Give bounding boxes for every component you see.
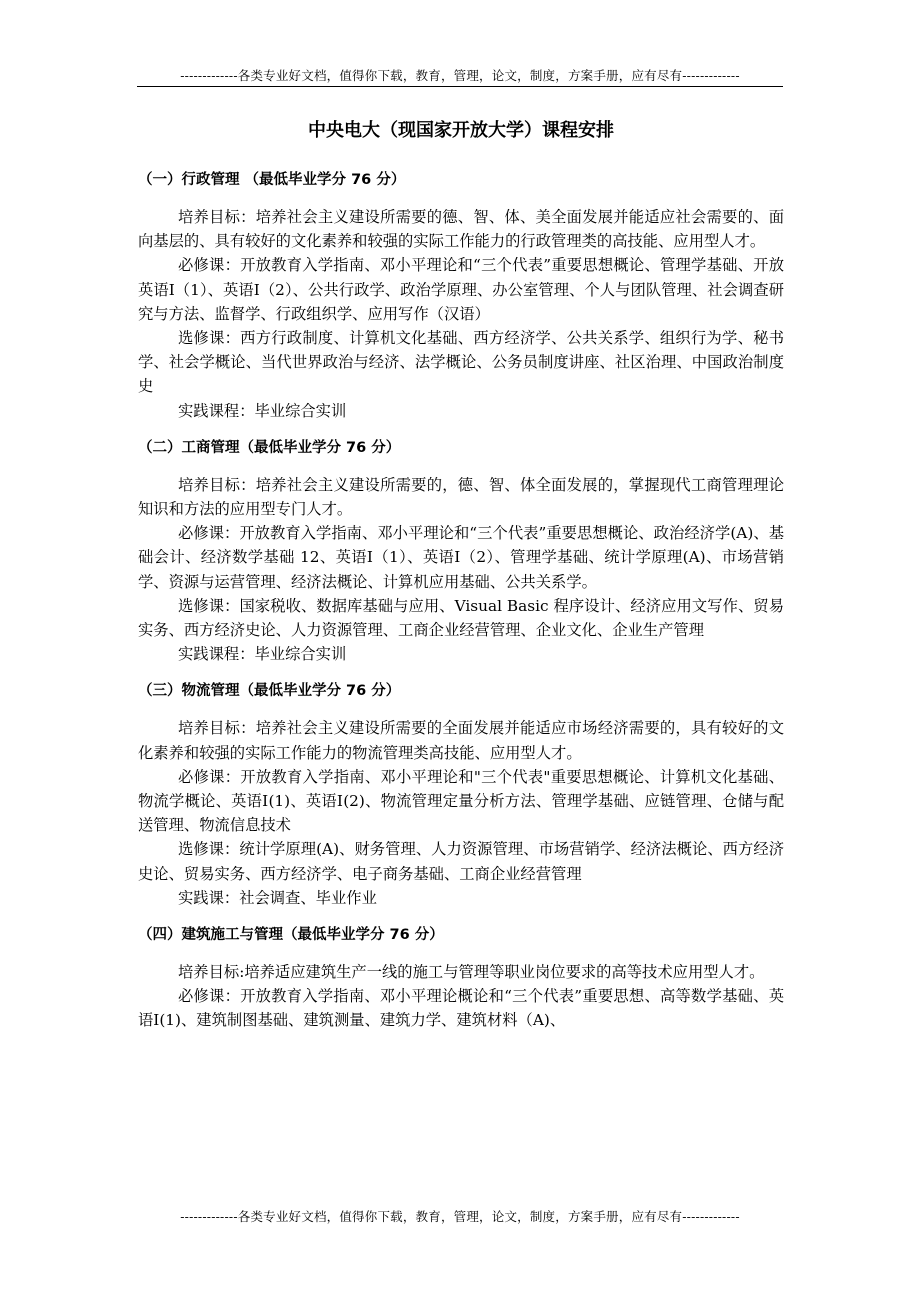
header-divider [137, 86, 783, 87]
training-goal: 培养目标：培养社会主义建设所需要的德、智、体、美全面发展并能适应社会需要的、面向基层的、具有较好的文化素养和较强的实际工作能力的行政管理类的高技能、应用型人才。 [138, 208, 784, 251]
training-goal: 培养目标：培养社会主义建设所需要的全面发展并能适应市场经济需要的，具有较好的文化素养和较强的实际工作能力的物流管理类高技能、应用型人才。 [138, 719, 784, 762]
elective-courses: 选修课：西方行政制度、计算机文化基础、西方经济学、公共关系学、组织行为学、秘书学、社会学概论、当代世界政治与经济、法学概论、公务员制度讲座、社区治理、中国政治制度史 [138, 329, 784, 396]
training-goal: 培养目标：培养社会主义建设所需要的，德、智、体全面发展的，掌握现代工商管理理论知识和方法的应用型专门人才。 [138, 475, 784, 519]
practice-courses: 实践课：社会调查、毕业作业 [178, 888, 377, 907]
practice-courses: 实践课程：毕业综合实训 [178, 645, 347, 664]
section-logistics-management [138, 680, 784, 910]
required-courses: 必修课：开放教育入学指南、邓小平理论和“三个代表”重要思想概论、政治经济学(A)、基础会计、经济数学基础 12、英语Ⅰ（1）、英语Ⅰ（2）、管理学基础、统计学原理(A)、市场营销学、资源与运营管理、经济法概论、计算机应用基础、公共关系学。 [138, 524, 784, 591]
section-heading: （三）物流管理（最低毕业学分 76 分） [138, 683, 401, 700]
document-body [138, 118, 784, 1047]
section-construction-management [138, 924, 784, 1033]
training-goal: 培养目标:培养适应建筑生产一线的施工与管理等职业岗位要求的高等技术应用型人才。 [178, 963, 765, 982]
section-business-management [138, 437, 784, 667]
section-admin-management [138, 169, 784, 423]
elective-courses: 选修课：统计学原理(A)、财务管理、人力资源管理、市场营销学、经济法概论、西方经济史论、贸易实务、西方经济学、电子商务基础、工商企业经营管理 [138, 840, 784, 883]
section-heading: （二）工商管理（最低毕业学分 76 分） [138, 439, 401, 456]
footer-note: -------------各类专业好文档，值得你下载，教育，管理，论文，制度，方案手册，应有尽有------------- [180, 1209, 740, 1224]
elective-courses: 选修课：国家税收、数据库基础与应用、Visual Basic 程序设计、经济应用文写作、贸易实务、西方经济史论、人力资源管理、工商企业经营管理、企业文化、企业生产管理 [138, 596, 784, 640]
section-heading: （四）建筑施工与管理（最低毕业学分 76 分） [138, 927, 444, 944]
section-heading: （一）行政管理 （最低毕业学分 76 分） [138, 172, 406, 188]
required-courses: 必修课：开放教育入学指南、邓小平理论和"三个代表"重要思想概论、计算机文化基础、物流学概论、英语Ⅰ(1)、英语Ⅰ(2)、物流管理定量分析方法、管理学基础、应链管理、仓储与配送管理、物流信息技术 [138, 767, 784, 835]
required-courses: 必修课：开放教育入学指南、邓小平理论概论和“三个代表”重要思想、高等数学基础、英语Ⅰ(1)、建筑制图基础、建筑测量、建筑力学、建筑材料（A)、 [138, 987, 784, 1030]
required-courses: 必修课：开放教育入学指南、邓小平理论和“三个代表”重要思想概论、管理学基础、开放英语Ⅰ（1）、英语Ⅰ（2）、公共行政学、政治学原理、办公室管理、个人与团队管理、社会调查研究与方法、监督学、行政组织学、应用写作（汉语） [138, 256, 784, 323]
practice-courses: 实践课程：毕业综合实训 [178, 401, 347, 420]
document-title: 中央电大（现国家开放大学）课程安排 [308, 120, 614, 141]
header-note: -------------各类专业好文档，值得你下载，教育，管理，论文，制度，方案手册，应有尽有------------- [180, 68, 740, 83]
